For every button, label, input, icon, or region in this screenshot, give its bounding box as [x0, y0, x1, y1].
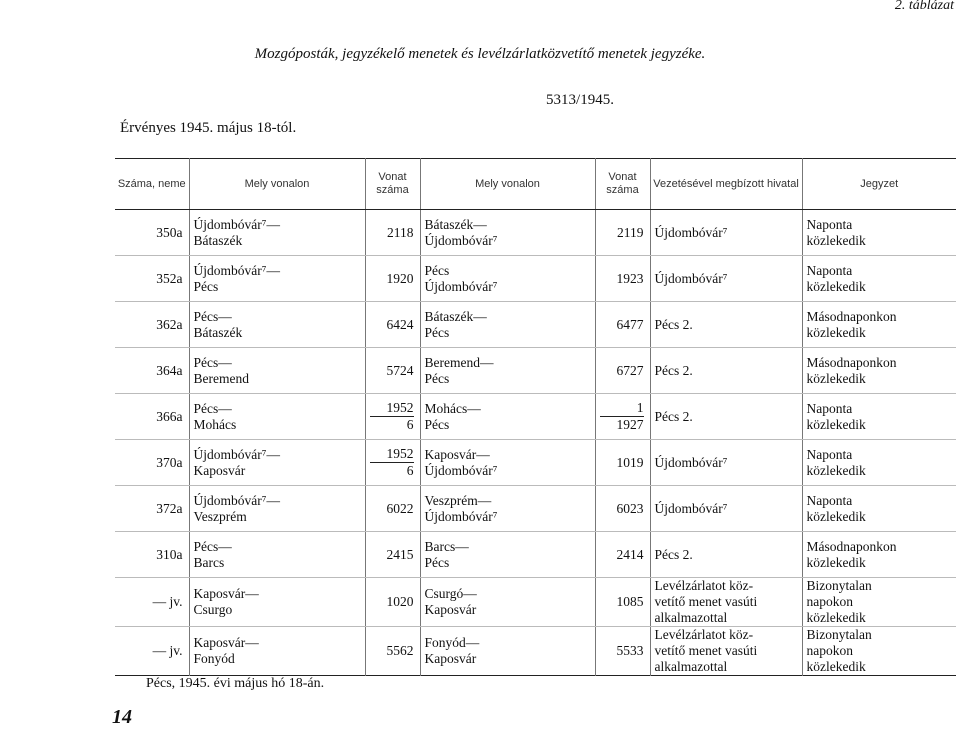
row-number: 352a: [115, 256, 189, 302]
route-return: Veszprém— Újdombóvár⁷: [420, 486, 595, 532]
train-outbound: 1020: [365, 578, 420, 627]
row-number: 350a: [115, 210, 189, 256]
train-return: 5533: [595, 627, 650, 676]
office-cell: Újdombóvár⁷: [650, 210, 802, 256]
route-outbound: Újdombóvár⁷— Bátaszék: [189, 210, 365, 256]
row-number: 370a: [115, 440, 189, 486]
office-cell: Pécs 2.: [650, 348, 802, 394]
table-row: [115, 440, 956, 486]
train-return: 6477: [595, 302, 650, 348]
route-return: Beremend— Pécs: [420, 348, 595, 394]
note-cell: Másodnaponkon közlekedik: [802, 532, 956, 578]
train-outbound: 5724: [365, 348, 420, 394]
train-return: 1 1927: [595, 394, 650, 440]
note-cell: Bizonytalan napokon közlekedik: [802, 578, 956, 627]
route-outbound: Pécs— Mohács: [189, 394, 365, 440]
train-outbound: 2118: [365, 210, 420, 256]
table-header-row: [115, 159, 956, 210]
route-outbound: Újdombóvár⁷— Veszprém: [189, 486, 365, 532]
route-outbound: Pécs— Barcs: [189, 532, 365, 578]
note-cell: Másodnaponkon közlekedik: [802, 348, 956, 394]
route-return: Barcs— Pécs: [420, 532, 595, 578]
office-cell: Újdombóvár⁷: [650, 440, 802, 486]
row-number: 362a: [115, 302, 189, 348]
header-office: Vezetésével megbízott hivatal: [650, 159, 802, 210]
reference-number: 5313/1945.: [546, 92, 614, 108]
note-cell: Naponta közlekedik: [802, 210, 956, 256]
row-number: — jv.: [115, 578, 189, 627]
header-train-return: Vonat száma: [595, 159, 650, 210]
route-return: Kaposvár— Újdombóvár⁷: [420, 440, 595, 486]
row-number: 310a: [115, 532, 189, 578]
note-cell: Naponta közlekedik: [802, 440, 956, 486]
train-outbound: 5562: [365, 627, 420, 676]
note-cell: Bizonytalan napokon közlekedik: [802, 627, 956, 676]
route-return: Fonyód— Kaposvár: [420, 627, 595, 676]
train-return: 2119: [595, 210, 650, 256]
route-outbound: Kaposvár— Csurgo: [189, 578, 365, 627]
routes-table: [115, 158, 956, 676]
office-cell: Levélzárlatot köz- vetítő menet vasúti alkalmazottal: [650, 578, 802, 627]
table-row: [115, 627, 956, 676]
train-outbound: 6424: [365, 302, 420, 348]
header-line-outbound: Mely vonalon: [189, 159, 365, 210]
table-row: [115, 532, 956, 578]
note-cell: Naponta közlekedik: [802, 256, 956, 302]
table-tag: 2. táblázat: [894, 0, 954, 13]
train-return: 1019: [595, 440, 650, 486]
train-outbound: 1952 6: [365, 394, 420, 440]
route-return: Bátaszék— Pécs: [420, 302, 595, 348]
note-cell: Naponta közlekedik: [802, 394, 956, 440]
train-return: 2414: [595, 532, 650, 578]
train-outbound: 6022: [365, 486, 420, 532]
document-title: Mozgóposták, jegyzékelő menetek és levélzárlatközvetítő menetek jegyzéke.: [254, 46, 706, 62]
header-note: Jegyzet: [802, 159, 956, 210]
note-cell: Naponta közlekedik: [802, 486, 956, 532]
row-number: 372a: [115, 486, 189, 532]
header-train-outbound: Vonat száma: [365, 159, 420, 210]
office-cell: Levélzárlatot köz- vetítő menet vasúti alkalmazottal: [650, 627, 802, 676]
train-outbound: 2415: [365, 532, 420, 578]
route-outbound: Kaposvár— Fonyód: [189, 627, 365, 676]
train-return: 6727: [595, 348, 650, 394]
train-outbound: 1920: [365, 256, 420, 302]
office-cell: Újdombóvár⁷: [650, 256, 802, 302]
train-return: 1085: [595, 578, 650, 627]
route-return: Mohács— Pécs: [420, 394, 595, 440]
route-outbound: Újdombóvár⁷— Pécs: [189, 256, 365, 302]
table-row: [115, 394, 956, 440]
route-return: Csurgó— Kaposvár: [420, 578, 595, 627]
table-row: [115, 302, 956, 348]
row-number: 366a: [115, 394, 189, 440]
row-number: — jv.: [152, 643, 183, 658]
route-outbound: Pécs— Bátaszék: [189, 302, 365, 348]
table-row: [115, 256, 956, 302]
train-return: 1923: [595, 256, 650, 302]
page-number: 14: [112, 706, 132, 728]
route-return: Pécs Újdombóvár⁷: [420, 256, 595, 302]
route-return: Bátaszék— Újdombóvár⁷: [420, 210, 595, 256]
row-number: 364a: [115, 348, 189, 394]
header-line-return: Mely vonalon: [420, 159, 595, 210]
route-outbound: Újdombóvár⁷— Kaposvár: [189, 440, 365, 486]
note-cell: Másodnaponkon közlekedik: [802, 302, 956, 348]
table-row: [115, 210, 956, 256]
train-return: 6023: [595, 486, 650, 532]
table-row: [115, 486, 956, 532]
validity-note: Érvényes 1945. május 18-tól.: [120, 120, 297, 136]
office-cell: Pécs 2.: [650, 394, 802, 440]
footer-date: Pécs, 1945. évi május hó 18-án.: [146, 676, 325, 691]
table-row: [115, 578, 956, 627]
office-cell: Pécs 2.: [650, 532, 802, 578]
header-number: Száma, neme: [115, 159, 189, 210]
office-cell: Újdombóvár⁷: [650, 486, 802, 532]
route-outbound: Pécs— Beremend: [189, 348, 365, 394]
office-cell: Pécs 2.: [650, 302, 802, 348]
train-outbound: 1952 6: [365, 440, 420, 486]
table-row: [115, 348, 956, 394]
